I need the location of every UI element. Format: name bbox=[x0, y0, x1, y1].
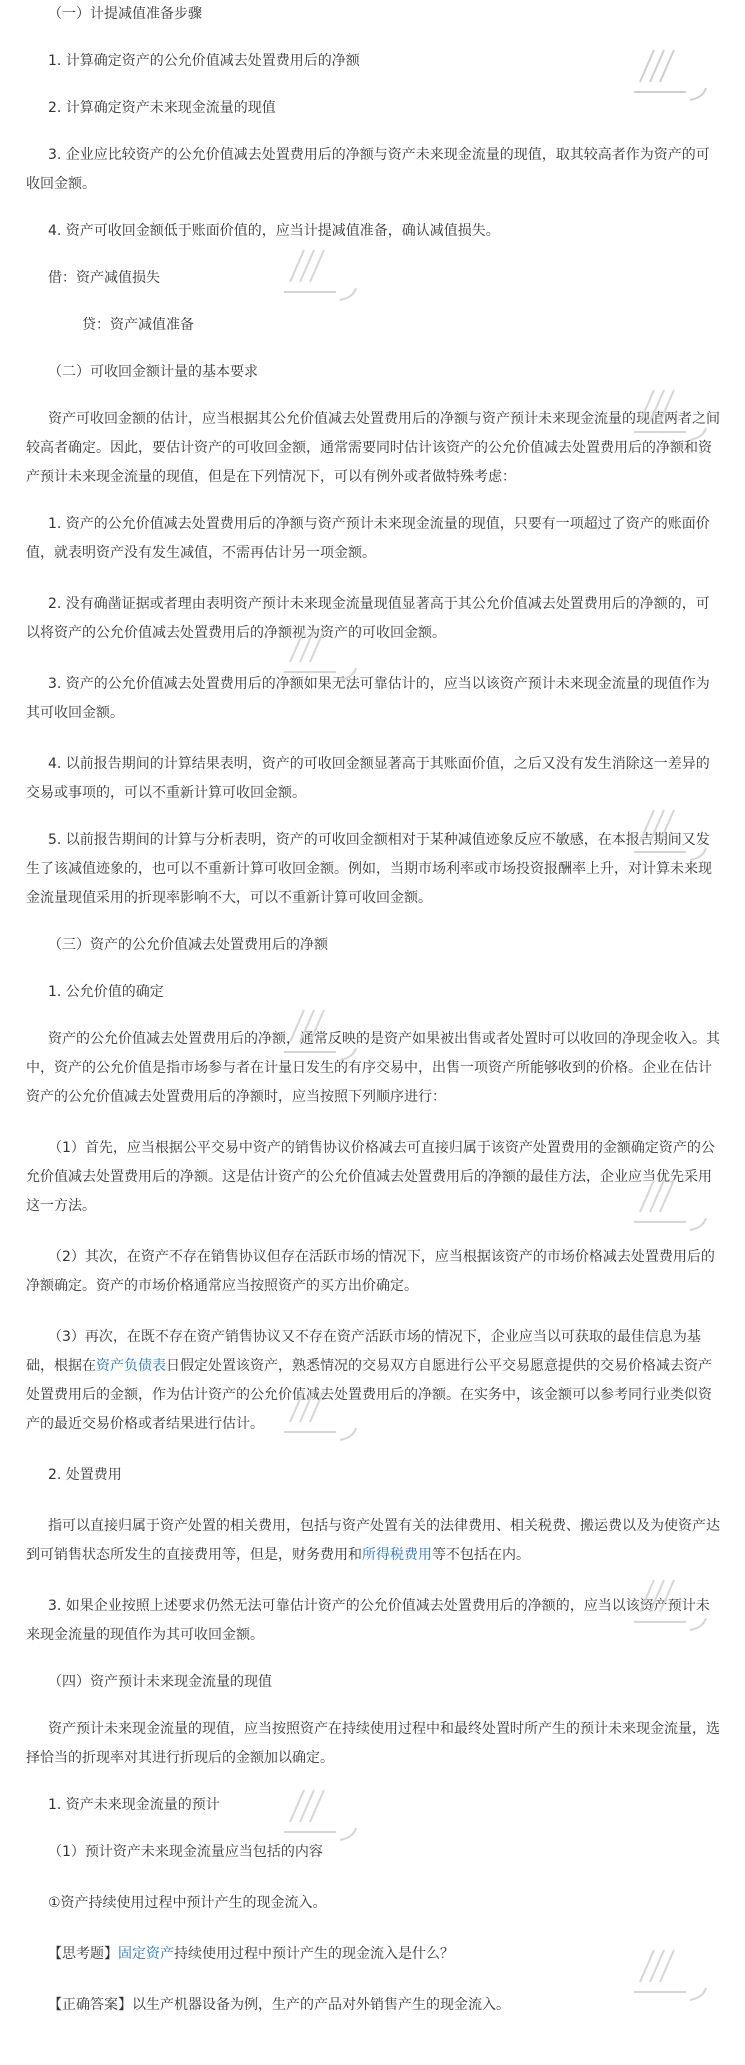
answer: 【正确答案】以生产机器设备为例，生产的产品对外销售产生的现金流入。 bbox=[48, 1997, 510, 2013]
section-heading-4: （四）资产预计未来现金流量的现值 bbox=[48, 1674, 272, 1690]
subheading-content: （1）预计资产未来现金流量应当包括的内容 bbox=[48, 1844, 323, 1860]
disposal-pre: 指可以直接归属于资产处置的相关费用，包括与资产处置有关的法律费用、相关税费、搬运费以及为使资产达到可销售状态所发生的直接费用等，但是，财务费用和 bbox=[26, 1518, 720, 1563]
section-heading-2: （二）可收回金额计量的基本要求 bbox=[48, 364, 258, 380]
order-third-post: 日假定处置该资产，熟悉情况的交易双方自愿进行公平交易愿意提供的交易价格减去资产处置费用后的金额，作为估计资产的公允价值减去处置费用后的净额。在实务中，该金额可以参考同行业类似资产的最近交易价格或者结果进行估计。 bbox=[26, 1358, 712, 1432]
subheading-cash-flow: 1. 资产未来现金流量的预计 bbox=[48, 1797, 220, 1813]
section-heading-3: （三）资产的公允价值减去处置费用后的净额 bbox=[48, 937, 328, 953]
link-income-tax-expense[interactable]: 所得税费用 bbox=[362, 1547, 432, 1563]
question bbox=[26, 1940, 721, 1969]
link-balance-sheet[interactable]: 资产负债表 bbox=[96, 1358, 166, 1374]
subheading-fair-value: 1. 公允价值的确定 bbox=[48, 984, 164, 1000]
step-3: 3. 企业应比较资产的公允价值减去处置费用后的净额与资产未来现金流量的现值，取其较高者作为资产的可收回金额。 bbox=[26, 147, 710, 192]
subheading-disposal-cost: 2. 处置费用 bbox=[48, 1467, 122, 1483]
paragraph-recoverable-amount: 资产可收回金额的估计，应当根据其公允价值减去处置费用后的净额与资产预计未来现金流量的现值两者之间较高者确定。因此，要估计资产的可收回金额，通常需要同时估计该资产的公允价值减去处置费用后的净额和资产预计未来现金流量的现值，但是在下列情况下，可以有例外或者做特殊考虑： bbox=[26, 411, 720, 485]
disposal-post: 等不包括在内。 bbox=[432, 1547, 530, 1563]
step-2: 2. 计算确定资产未来现金流量的现值 bbox=[48, 100, 276, 116]
link-fixed-assets[interactable]: 固定资产 bbox=[118, 1946, 174, 1962]
question-label: 【思考题】 bbox=[48, 1946, 118, 1962]
credit-entry: 贷：资产减值准备 bbox=[82, 317, 194, 333]
item-cash-inflow: ①资产持续使用过程中预计产生的现金流入。 bbox=[48, 1895, 327, 1911]
exception-5: 5. 以前报告期间的计算与分析表明，资产的可收回金额相对于某种减值迹象反应不敏感，在本报告期间又发生了该减值迹象的，也可以不重新计算可收回金额。例如，当期市场利率或市场投资报酬率上升，对计算未来现金流量现值采用的折现率影响不大，可以不重新计算可收回金额。 bbox=[26, 832, 712, 906]
order-second: （2）其次，在资产不存在销售协议但存在活跃市场的情况下，应当根据该资产的市场价格减去处置费用后的净额确定。资产的市场价格通常应当按照资产的买方出价确定。 bbox=[26, 1249, 715, 1294]
order-first: （1）首先，应当根据公平交易中资产的销售协议价格减去可直接归属于该资产处置费用的金额确定资产的公允价值减去处置费用后的净额。这是估计资产的公允价值减去处置费用后的净额的最佳方法，企业应当优先采用这一方法。 bbox=[26, 1140, 715, 1214]
paragraph-fallback: 3. 如果企业按照上述要求仍然无法可靠估计资产的公允价值减去处置费用后的净额的，应当以该资产预计未来现金流量的现值作为其可收回金额。 bbox=[26, 1598, 710, 1643]
exception-2: 2. 没有确凿证据或者理由表明资产预计未来现金流量现值显著高于其公允价值减去处置费用后的净额的，可以将资产的公允价值减去处置费用后的净额视为资产的可收回金额。 bbox=[26, 596, 710, 641]
paragraph-fair-value: 资产的公允价值减去处置费用后的净额，通常反映的是资产如果被出售或者处置时可以收回的净现金收入。其中，资产的公允价值是指市场参与者在计量日发生的有序交易中，出售一项资产所能够收到的价格。企业在估计资产的公允价值减去处置费用后的净额时，应当按照下列顺序进行： bbox=[26, 1031, 720, 1105]
step-4: 4. 资产可收回金额低于账面价值的，应当计提减值准备，确认减值损失。 bbox=[48, 223, 500, 239]
exception-1: 1. 资产的公允价值减去处置费用后的净额与资产预计未来现金流量的现值，只要有一项超过了资产的账面价值，就表明资产没有发生减值，不需再估计另一项金额。 bbox=[26, 516, 710, 561]
question-post: 持续使用过程中预计产生的现金流入是什么？ bbox=[174, 1946, 454, 1962]
section-heading-1: （一）计提减值准备步骤 bbox=[48, 6, 202, 22]
order-third bbox=[26, 1323, 721, 1439]
step-1: 1. 计算确定资产的公允价值减去处置费用后的净额 bbox=[48, 53, 360, 69]
paragraph-disposal-cost bbox=[26, 1512, 721, 1570]
exception-3: 3. 资产的公允价值减去处置费用后的净额如果无法可靠估计的，应当以该资产预计未来现金流量的现值作为其可收回金额。 bbox=[26, 676, 710, 721]
debit-entry: 借：资产减值损失 bbox=[48, 270, 160, 286]
order-third-pre: （3）再次，在既不存在资产销售协议又不存在资产活跃市场的情况下，企业应当以可获取的最佳信息为基础，根据在 bbox=[26, 1329, 701, 1374]
paragraph-present-value: 资产预计未来现金流量的现值，应当按照资产在持续使用过程中和最终处置时所产生的预计未来现金流量，选择恰当的折现率对其进行折现后的金额加以确定。 bbox=[26, 1721, 720, 1766]
exception-4: 4. 以前报告期间的计算结果表明，资产的可收回金额显著高于其账面价值，之后又没有发生消除这一差异的交易或事项的，可以不重新计算可收回金额。 bbox=[26, 756, 710, 801]
